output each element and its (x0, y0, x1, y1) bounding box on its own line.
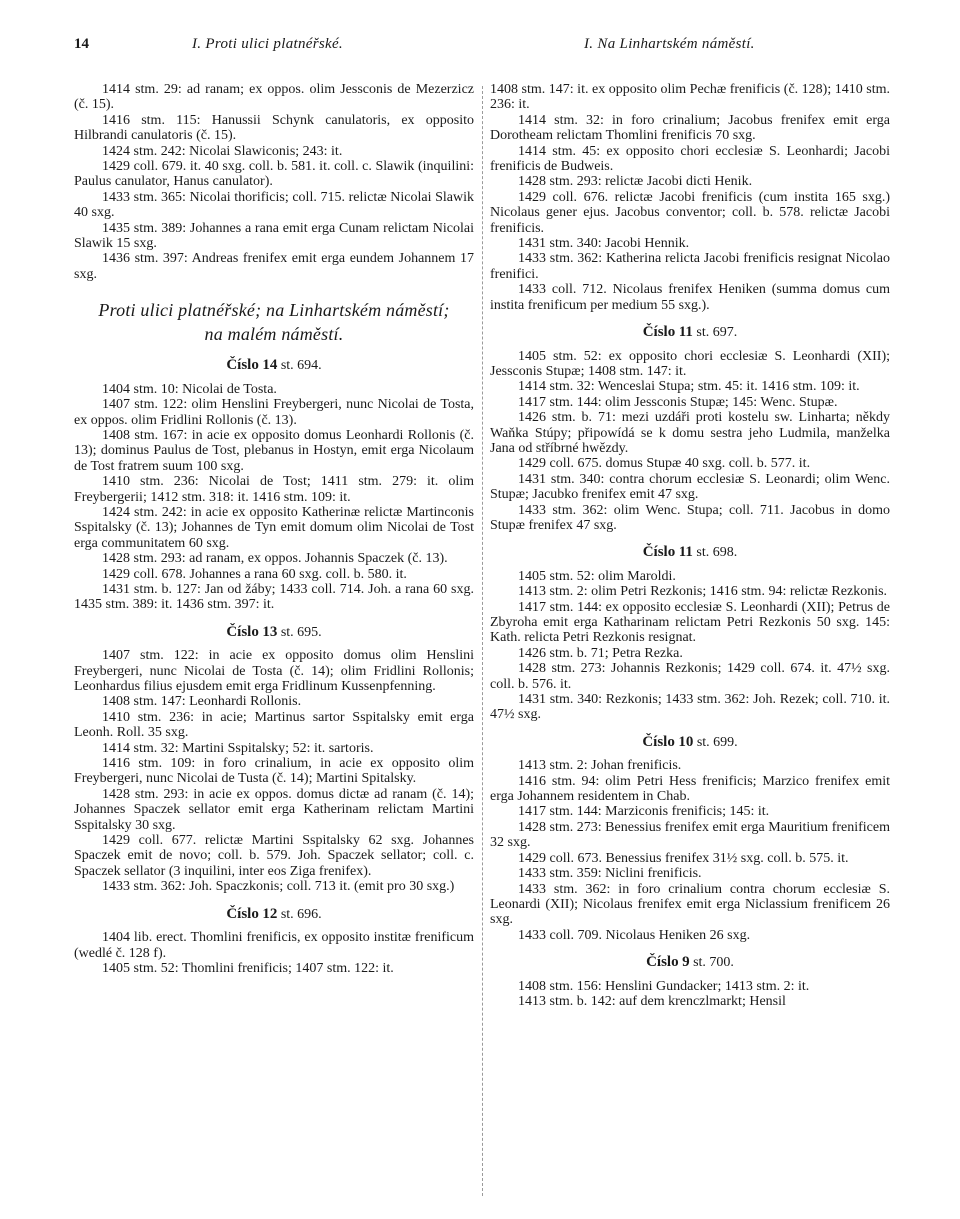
entry: 1426 stm. b. 71: mezi uzdáři proti kostelu sw. Linharta; někdy Waňka Stúpy; připowídá se k domu sestra jeho Ludmila, manželka Jana od stříbrné hwězdy. (490, 410, 890, 456)
house-label: Číslo (642, 733, 675, 750)
entry: 1433 coll. 709. Nicolaus Heniken 26 sxg. (518, 927, 751, 943)
house-number: 13 (262, 623, 278, 640)
entry: 1428 stm. 293: in acie ex oppos. domus dictæ ad ranam (č. 14); Johannes Spaczek sellator emit erga Katherinam relictam Martini Sspitalsky 30 sxg. (74, 786, 474, 833)
house-st: st. 698. (696, 545, 738, 561)
entry: 1417 stm. 144: olim Jessconis Stupæ; 145: Wenc. Stupæ. (518, 394, 838, 410)
entry: 1407 stm. 122: olim Henslini Freybergeri, nunc Nicolai de Tosta, ex oppos. olim Fridlini Rollonis (č. 13). (74, 397, 474, 428)
entry: 1417 stm. 144: ex opposito ecclesiæ S. Leonhardi (XII); Petrus de Zbyroha emit erga Katharinam relictam Petri Rezkonis 50 sxg. 145: Kath. relicta Petri Rezkonis resignat. (490, 599, 890, 646)
house-number: 14 (262, 357, 278, 374)
house-heading-12 (74, 907, 474, 922)
entry: 1429 coll. 677. relictæ Martini Sspitalsky 62 sxg. Johannes Spaczek emit de novo; coll. b. 579. Joh. Spaczek sellator; coll. c. Spaczek sellator (3 inquilini, inter eos Ziga frenifex). (74, 833, 474, 879)
entry: 1433 stm. 365: Nicolai thorificis; coll. 715. relictæ Nicolai Slawik 40 sxg. (74, 189, 474, 221)
house-label: Číslo (646, 954, 679, 971)
house-heading-10 (490, 735, 890, 750)
house-heading-11-698 (490, 545, 890, 560)
house-label: Číslo (226, 357, 259, 374)
entry: 1410 stm. 236: Nicolai de Tost; 1411 stm. 279: it. olim Freybergerii; 1412 stm. 318: it. 1416 stm. 109: it. (74, 474, 474, 505)
house-heading-14 (74, 358, 474, 373)
house-number: 11 (678, 544, 693, 561)
house-label: Číslo (226, 905, 259, 922)
entry: 1414 stm. 32: Martini Sspitalsky; 52: it. sartoris. (102, 740, 374, 756)
entry: 1433 stm. 359: Niclini frenificis. (518, 866, 702, 882)
section-title-line1: Proti ulici platnéřské; na Linhartském náměstí; (98, 300, 450, 321)
entry: 1435 stm. 389: Johannes a rana emit erga Cunam relictam Nicolai Slawik 15 sxg. (74, 220, 474, 252)
entry: 1413 stm. 2: Johan frenificis. (518, 758, 682, 774)
entry: 1426 stm. b. 71; Petra Rezka. (518, 645, 683, 661)
entry: 1428 stm. 273: Benessius frenifex emit erga Mauritium frenificem 32 sxg. (490, 819, 890, 851)
entry: 1410 stm. 236: in acie; Martinus sartor Sspitalsky emit erga Leonh. Roll. 35 sxg. (74, 709, 474, 741)
page-number: 14 (74, 36, 89, 52)
house-st: st. 694. (280, 358, 322, 374)
right-running-title: I. Na Linhartském náměstí. (584, 36, 755, 52)
house-label: Číslo (642, 544, 676, 561)
entry: 1431 stm. b. 127: Jan od žáby; 1433 coll. 714. Joh. a rana 60 sxg. 1435 stm. 389: it. 1436 stm. 397: it. (74, 581, 474, 613)
entry: 1428 stm. 293: relictæ Jacobi dicti Henik. (518, 174, 753, 190)
entry: 1405 stm. 52: Thomlini frenificis; 1407 stm. 122: it. (102, 960, 394, 976)
entry: 1404 lib. erect. Thomlini frenificis, ex opposito institæ frenificum (wedlé č. 128 f). (74, 930, 474, 961)
entry: 1404 stm. 10: Nicolai de Tosta. (102, 381, 277, 397)
house-st: st. 697. (696, 325, 738, 341)
house-heading-13 (74, 625, 474, 640)
entry: 1405 stm. 52: olim Maroldi. (518, 568, 676, 584)
left-running-title: I. Proti ulici platnéřské. (192, 36, 343, 52)
entry: 1408 stm. 147: it. ex opposito olim Pechæ frenificis (č. 128); 1410 stm. 236: it. (490, 82, 890, 113)
entry: 1433 stm. 362: olim Wenc. Stupa; coll. 711. Jacobus in domo Stupæ frenifex 47 sxg. (490, 502, 890, 533)
entry: 1414 stm. 32: in foro crinalium; Jacobus frenifex emit erga Dorotheam relictam Thomlini frenificis 70 sxg. (490, 112, 890, 144)
left-column (74, 82, 474, 976)
page-header (74, 36, 900, 60)
entry: 1424 stm. 242: in acie ex opposito Katherinæ relictæ Martinconis Sspitalsky (č. 13); Johannes de Tyn emit domum olim Nicolai de Tost erga communitatem 60 sxg. (74, 504, 474, 551)
entry: 1405 stm. 52: ex opposito chori ecclesiæ S. Leonhardi (XII); Jessconis Stupæ; 1408 stm. 147: it. (490, 348, 890, 379)
house-label: Číslo (226, 623, 259, 640)
column-divider (482, 86, 483, 1196)
house-heading-9 (490, 955, 890, 970)
house-st: st. 700. (693, 955, 734, 971)
entry: 1408 stm. 147: Leonhardi Rollonis. (102, 694, 302, 710)
entry: 1431 stm. 340: contra chorum ecclesiæ S. Leonardi; olim Wenc. Stupæ; Jacubko frenifex emit 47 sxg. (490, 471, 890, 503)
left-intro-entries (74, 82, 474, 282)
entry: 1408 stm. 167: in acie ex opposito domus Leonhardi Rollonis (č. 13); dominus Paulus de Tost, plebanus in Hostyn, emit erga Nicolaum de Tost fratrem suum 100 sxg. (74, 427, 474, 474)
house-st: st. 695. (280, 624, 322, 640)
entry: 1424 stm. 242: Nicolai Slawiconis; 243: it. (102, 143, 343, 159)
entry: 1433 stm. 362: Katherina relicta Jacobi frenificis resignat Nicolao frenifici. (490, 251, 890, 282)
entry: 1414 stm. 45: ex opposito chori ecclesiæ S. Leonhardi; Jacobi frenificis de Budweis. (490, 143, 890, 175)
entry: 1417 stm. 144: Marziconis frenificis; 145: it. (518, 804, 770, 820)
entry: 1416 stm. 115: Hanussii Schynk canulatoris, ex opposito Hilbrandi canulatoris (č. 15). (74, 112, 474, 144)
house-heading-11-697 (490, 325, 890, 340)
house-label: Číslo (642, 324, 676, 341)
house-number: 9 (682, 954, 690, 971)
entry: 1429 coll. 676. relictæ Jacobi frenificis (cum instita 165 sxg.) Nicolaus gener ejus. Jacobus conventor; coll. b. 578. relictæ Jacobi frenificis. (490, 189, 890, 236)
section-title (74, 298, 474, 346)
house-st: st. 699. (696, 734, 738, 750)
right-intro-entries (490, 82, 890, 313)
entry: 1429 coll. 673. Benessius frenifex 31½ sxg. coll. b. 575. it. (518, 850, 849, 866)
entry: 1436 stm. 397: Andreas frenifex emit erga eundem Johannem 17 sxg. (74, 251, 474, 282)
entry: 1433 stm. 362: in foro crinalium contra chorum ecclesiæ S. Leonardi (XII); Nicolaus frenifex emit erga Niclassium frenificem 26 sxg. (490, 881, 890, 928)
entry: 1429 coll. 679. it. 40 sxg. coll. b. 581. it. coll. c. Slawik (inquilini: Paulus canulator, Hanus canulator). (74, 159, 474, 190)
entry: 1416 stm. 109: in foro crinalium, in acie ex opposito olim Freybergeri, nunc Nicolai de Tusta (č. 14); Martini Spitalsky. (74, 756, 474, 787)
house-number: 10 (678, 733, 694, 750)
entry: 1407 stm. 122: in acie ex opposito domus olim Henslini Freybergeri, nunc Nicolai de Tosta (č. 14); olim Fridlini Rollonis; Leonhardus filius ejusdem emit erga Fridlinum Kussenpfenning. (74, 648, 474, 694)
entry: 1433 stm. 362: Joh. Spaczkonis; coll. 713 it. (emit pro 30 sxg.) (102, 879, 455, 895)
entry: 1428 stm. 273: Johannis Rezkonis; 1429 coll. 674. it. 47½ sxg. coll. b. 576. it. (490, 661, 890, 692)
entry: 1408 stm. 156: Henslini Gundacker; 1413 stm. 2: it. (518, 978, 810, 994)
entry: 1414 stm. 29: ad ranam; ex oppos. olim Jessconis de Mezerzicz (č. 15). (74, 82, 474, 113)
entry: 1429 coll. 675. domus Stupæ 40 sxg. coll. b. 577. it. (518, 456, 811, 472)
entry: 1416 stm. 94: olim Petri Hess frenificis; Marzico frenifex emit erga Johannem residentem in Chab. (490, 773, 890, 805)
entry: 1431 stm. 340: Jacobi Hennik. (518, 236, 690, 252)
entry: 1429 coll. 678. Johannes a rana 60 sxg. coll. b. 580. it. (102, 566, 407, 582)
right-column (490, 82, 890, 1009)
entry: 1428 stm. 293: ad ranam, ex oppos. Johannis Spaczek (č. 13). (102, 551, 448, 567)
entry: 1433 coll. 712. Nicolaus frenifex Heniken (summa domus cum instita frenificum per medium 55 sxg.). (490, 282, 890, 313)
entry: 1413 stm. 2: olim Petri Rezkonis; 1416 stm. 94: relictæ Rezkonis. (518, 584, 888, 600)
entry: 1413 stm. b. 142: auf dem krenczlmarkt; Hensil (518, 993, 786, 1009)
section-title-line2: na malém náměstí. (204, 324, 344, 345)
house-st: st. 696. (280, 906, 322, 922)
house-number: 12 (262, 905, 278, 922)
entry: 1431 stm. 340: Rezkonis; 1433 stm. 362: Joh. Rezek; coll. 710. it. 47½ sxg. (490, 692, 890, 723)
house-number: 11 (678, 324, 693, 341)
entry: 1414 stm. 32: Wenceslai Stupa; stm. 45: it. 1416 stm. 109: it. (518, 379, 860, 395)
